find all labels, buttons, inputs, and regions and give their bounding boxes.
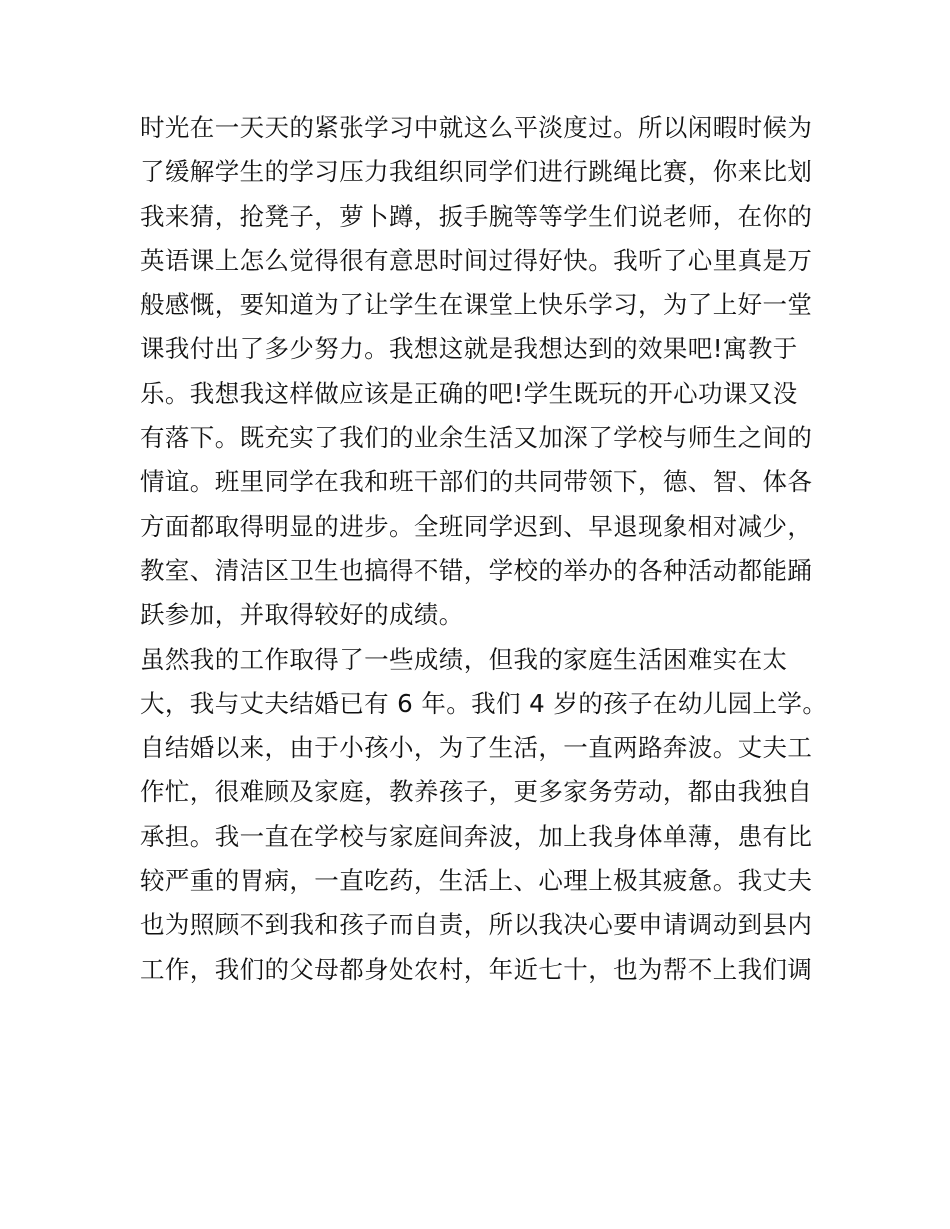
text-line: 较严重的胃病，一直吃药，生活上、心理上极其疲惫。我丈夫 bbox=[140, 866, 813, 896]
text-line: 大，我与丈夫结婚已有 6 年。我们 4 岁的孩子在幼儿园上学。 bbox=[140, 688, 828, 718]
text-line: 了缓解学生的学习压力我组织同学们进行跳绳比赛，你来比划 bbox=[140, 157, 813, 187]
text-line: 跃参加，并取得较好的成绩。 bbox=[140, 600, 464, 630]
text-line: 我来猜，抢凳子，萝卜蹲，扳手腕等等学生们说老师，在你的 bbox=[140, 201, 813, 231]
text-line: 作忙，很难顾及家庭，教养孩子，更多家务劳动，都由我独自 bbox=[140, 777, 813, 807]
text-line: 教室、清洁区卫生也搞得不错，学校的举办的各种活动都能踊 bbox=[140, 555, 813, 585]
text-line: 工作，我们的父母都身处农村，年近七十，也为帮不上我们调 bbox=[140, 954, 813, 984]
body-text bbox=[140, 106, 828, 992]
text-line: 情谊。班里同学在我和班干部们的共同带领下，德、智、体各 bbox=[140, 467, 813, 497]
text-line: 承担。我一直在学校与家庭间奔波，加上我身体单薄，患有比 bbox=[140, 821, 813, 851]
text-line: 英语课上怎么觉得很有意思时间过得好快。我听了心里真是万 bbox=[140, 245, 813, 275]
text-line: 虽然我的工作取得了一些成绩，但我的家庭生活困难实在太 bbox=[140, 644, 788, 674]
text-line: 般感慨，要知道为了让学生在课堂上快乐学习，为了上好一堂 bbox=[140, 290, 813, 320]
text-line: 也为照顾不到我和孩子而自责，所以我决心要申请调动到县内 bbox=[140, 910, 813, 940]
text-line: 方面都取得明显的进步。全班同学迟到、早退现象相对减少， bbox=[140, 511, 813, 541]
text-line: 有落下。既充实了我们的业余生活又加深了学校与师生之间的 bbox=[140, 423, 813, 453]
text-line: 乐。我想我这样做应该是正确的吧!学生既玩的开心功课又没 bbox=[140, 378, 798, 408]
text-line: 自结婚以来，由于小孩小，为了生活，一直两路奔波。丈夫工 bbox=[140, 733, 813, 763]
text-line: 课我付出了多少努力。我想这就是我想达到的效果吧!寓教于 bbox=[140, 334, 798, 364]
text-line: 时光在一天天的紧张学习中就这么平淡度过。所以闲暇时候为 bbox=[140, 113, 813, 142]
